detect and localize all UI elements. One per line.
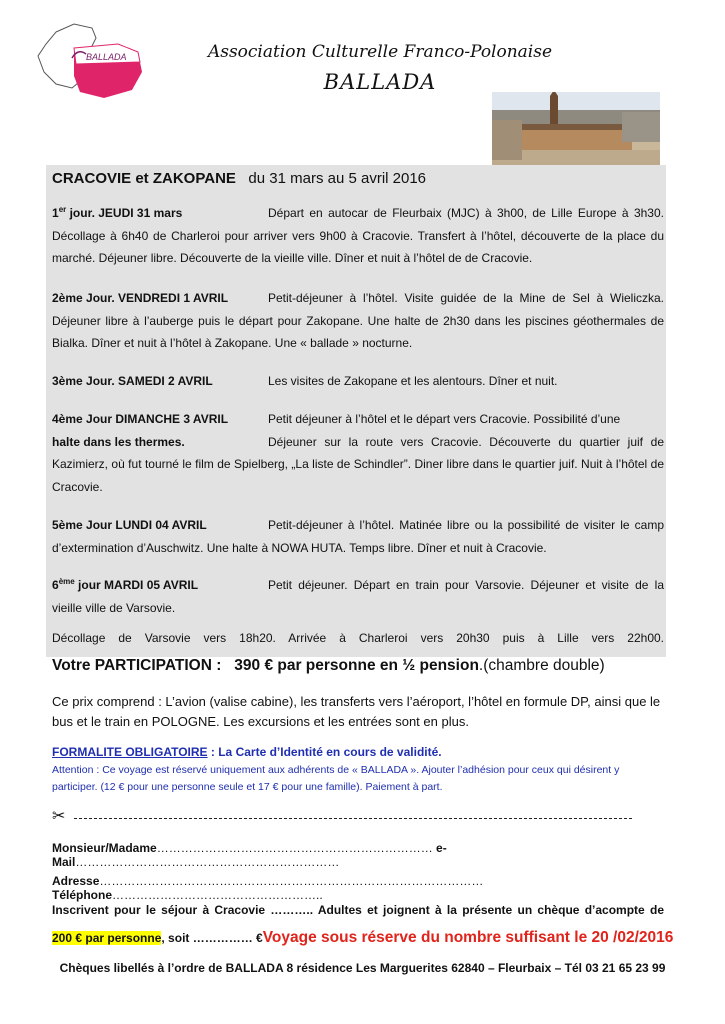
formalite-label: FORMALITE OBLIGATOIRE [52, 745, 208, 759]
email-label: e-Mail [52, 841, 447, 869]
monsieur-field[interactable]: …………………………………………………………… [156, 841, 437, 855]
reserve-notice: Voyage sous réserve du nombre suffisant le 20 /02/2016 [262, 929, 674, 946]
price-amount: 390 € par personne en ½ pension [234, 657, 479, 674]
flight-return: Décollage de Varsovie vers 18h20. Arrivée à Charleroi vers 20h30 puis à Lille vers 22h00. [52, 631, 664, 645]
dashed-divider [74, 818, 632, 819]
day-2-text: Petit-déjeuner à l’hôtel. Visite guidée de la Mine de Sel à Wieliczka. Déjeuner libre à l’auberge puis le départ pour Zakopane. Une halte de 2h30 dans les piscines géothermales de Bialka. Dîner et nuit à l’hôtel à Zakopane. Une « ballade » nocturne. [52, 291, 664, 350]
day-1 [52, 202, 664, 270]
price-label: Votre PARTICIPATION : [52, 657, 222, 674]
day-2-label: 2ème Jour. VENDREDI 1 AVRIL [52, 291, 229, 305]
logo-text: BALLADA [86, 52, 127, 62]
program-title [52, 170, 426, 187]
day-3 [52, 370, 664, 393]
attention-notice: Attention : Ce voyage est réservé uniquement aux adhérents de « BALLADA ». Ajouter l’adhésion pour ceux qui désirent y participer. (12 € pour une personne seule et 17 € pour une famille). Paiement à part. [52, 764, 620, 793]
day-4-text: Petit déjeuner à l’hôtel et le départ vers Cracovie. Possibilité d’une [268, 412, 621, 426]
adresse-label: Adresse [52, 874, 100, 888]
name-email-line [52, 841, 664, 869]
day-5-text: Petit-déjeuner à l’hôtel. Matinée libre ou la possibilité de visiter le camp d’extermination d’Auschwitz. Une halte à NOWA HUTA. Temps libre. Dîner et nuit à Cracovie. [52, 518, 664, 555]
day-6-text: Petit déjeuner. Départ en train pour Varsovie. Déjeuner et visite de la vieille ville de Varsovie. [52, 578, 664, 615]
address-phone-line [52, 874, 664, 902]
telephone-field[interactable]: …………………………………………….. [112, 888, 323, 902]
cut-line [52, 808, 632, 828]
acompte-line [52, 929, 673, 947]
day-4-label: 4ème Jour DIMANCHE 3 AVRIL [52, 412, 229, 426]
formalite-text: : La Carte d’Identité en cours de validité. [207, 745, 442, 759]
day-2 [52, 287, 664, 355]
price-note: .(chambre double) [478, 657, 605, 674]
day-5 [52, 514, 664, 559]
formalite [52, 745, 442, 759]
monsieur-label: Monsieur/Madame [52, 841, 157, 855]
day-1-label: 1er jour. JEUDI 31 mars [52, 205, 183, 220]
day-1-text: Départ en autocar de Fleurbaix (MJC) à 3h00, de Lille Europe à 3h30. Décollage à 6h40 de Charleroi pour arriver vers 9h00 à Cracovie. Transfert à l’hôtel, découverte de la place du marché. Déjeuner libre. Découverte de la vieille ville. Dîner et nuit à l’hôtel de de Cracovie. [52, 206, 664, 265]
association-name: BALLADA [323, 70, 437, 94]
acompte-amount: 200 € par personne [52, 931, 162, 945]
day-6 [52, 574, 664, 619]
scissors-icon: ✂ [52, 808, 66, 825]
ballada-logo [34, 18, 146, 110]
association-title: Association Culturelle Franco-Polonaise [207, 42, 553, 62]
day-4-label-2: halte dans les thermes. [52, 434, 185, 449]
program-title-destination: CRACOVIE et ZAKOPANE [52, 170, 236, 187]
adresse-field[interactable]: …………………………………………………………………………………… [99, 874, 484, 888]
program-title-dates: du 31 mars au 5 avril 2016 [248, 170, 427, 187]
day-4 [52, 408, 664, 498]
day-3-text: Les visites de Zakopane et les alentours. Dîner et nuit. [268, 374, 558, 388]
day-4-text-2: Déjeuner sur la route vers Cracovie. Découverte du quartier juif de Kazimierz, où fut tourné le film de Spielberg, „La liste de Schindler”. Diner libre dans le quartier juif. Nuit à l’hôtel de Cracovie. [52, 434, 664, 494]
email-field[interactable]: ………………………………………………………… [75, 855, 340, 869]
day-5-label: 5ème Jour LUNDI 04 AVRIL [52, 518, 207, 532]
participation-price [52, 657, 605, 675]
day-6-label: 6ème jour MARDI 05 AVRIL [52, 577, 199, 592]
day-3-label: 3ème Jour. SAMEDI 2 AVRIL [52, 374, 213, 388]
price-includes: Ce prix comprend : L’avion (valise cabine), les transferts vers l’aéroport, l’hôtel en formule DP, ainsi que le bus et le train en POLOGNE. Les excursions et les entrées sont en plus. [52, 694, 661, 729]
inscription-text: Inscrivent pour le séjour à Cracovie ……….. Adultes et joignent à la présente un chèque d’acompte de [52, 903, 664, 917]
cheques-info: Chèques libellés à l’ordre de BALLADA 8 résidence Les Marguerites 62840 – Fleurbaix – Tél 03 21 65 23 99 [59, 961, 666, 975]
telephone-label: Téléphone [52, 888, 113, 902]
acompte-total: , soit …………… € [161, 931, 263, 945]
